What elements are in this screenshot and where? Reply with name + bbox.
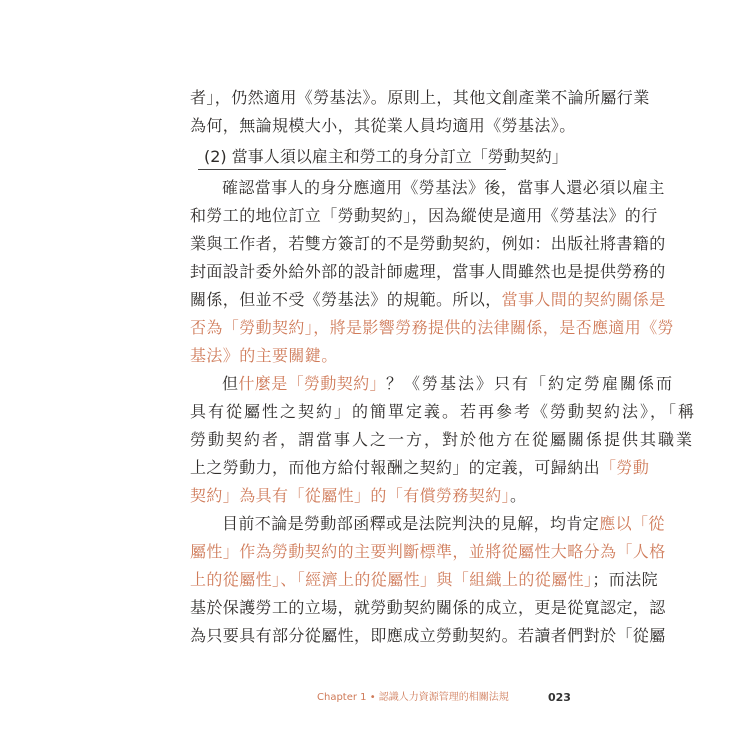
heading-underline (198, 169, 506, 170)
body-text: ？《勞基法》只有「約定勞雇關係而 (386, 374, 675, 393)
body-text: 。 (510, 486, 527, 505)
highlighted-text: 應以「從 (599, 514, 665, 533)
highlighted-line: 否為「勞動契約」，將是影響勞務提供的法律關係，是否應適用《勞 (190, 318, 675, 337)
highlighted-text: 上的從屬性」、「經濟上的從屬性」與「組織上的從屬性」 (190, 570, 593, 589)
body-line: 業與工作者，若雙方簽訂的不是勞動契約，例如：出版社將書籍的 (190, 234, 666, 253)
body-line (222, 512, 665, 536)
body-line: 確認當事人的身分應適用《勞基法》後，當事人還必須以雇主 (222, 178, 665, 197)
section-heading: (2) 當事人須以雇主和勞工的身分訂立「勞動契約」 (204, 147, 568, 166)
body-line (190, 568, 659, 592)
highlighted-line: 屬性」作為勞動契約的主要判斷標準，並將從屬性大略分為「人格 (190, 542, 666, 561)
body-line (190, 456, 650, 480)
highlighted-text: 契約」為具有「從屬性」的「有償勞務契約」 (190, 486, 511, 505)
body-line (190, 344, 570, 368)
body-line: 勞動契約者，謂當事人之一方，對於他方在從屬關係提供其職業 (190, 430, 695, 449)
body-text: ；而法院 (592, 570, 659, 589)
body-text: 關係，但並不受《勞基法》的規範。所以， (190, 290, 502, 309)
body-line (222, 372, 675, 396)
chapter-label: Chapter 1 • 認識人力資源管理的相關法規 (317, 692, 509, 703)
page-number: 023 (548, 691, 571, 704)
body-line (190, 484, 570, 508)
body-line: 者」，仍然適用《勞基法》。原則上，其他文創產業不論所屬行業 (190, 88, 650, 107)
body-text: 但 (222, 374, 239, 393)
body-line: 為只要具有部分從屬性，即應成立勞動契約。若讀者們對於「從屬 (190, 626, 666, 645)
highlighted-text: 基法》的主要關鍵。 (190, 346, 338, 365)
highlighted-text: 什麼是「勞動契約」 (238, 374, 387, 393)
body-line: 封面設計委外給外部的設計師處理，當事人間雖然也是提供勞務的 (190, 262, 666, 281)
body-line: 具有從屬性之契約」的簡單定義。若再參考《勞動契約法》，「稱 (190, 402, 697, 421)
body-line: 和勞工的地位訂立「勞動契約」，因為縱使是適用《勞基法》的行 (190, 206, 658, 225)
body-line (190, 288, 666, 312)
body-text: 上之勞動力，而他方給付報酬之契約」的定義，可歸納出 (190, 458, 601, 477)
body-text: 目前不論是勞動部函釋或是法院判決的見解，均肯定 (222, 514, 600, 533)
body-line: 為何，無論規模大小，其從業人員均適用《勞基法》。 (190, 116, 576, 135)
page-footer (0, 690, 750, 706)
body-line: 基於保護勞工的立場，就勞動契約關係的成立，更是從寬認定，認 (190, 598, 666, 617)
highlighted-text: 當事人間的契約關係是 (501, 290, 666, 309)
highlighted-text: 「勞動 (600, 458, 650, 477)
